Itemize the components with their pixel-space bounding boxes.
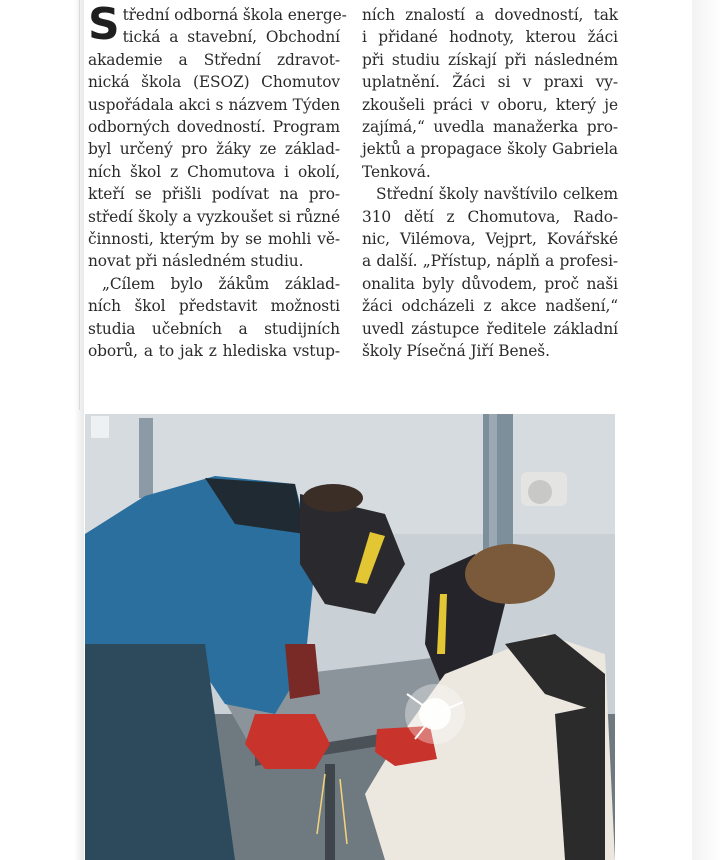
text-line: „Cílem bylo žákům základ-: [102, 274, 340, 293]
article-text: [86, 0, 619, 412]
article-right-column: [362, 4, 618, 363]
text-line: odborných dovedností. Program: [88, 118, 340, 137]
text-line: tická a stavební, Obchodní: [122, 28, 340, 47]
text-line: i přidané hodnoty, kterou žáci: [362, 28, 618, 47]
text-line: jektů a propagace školy Gabriela: [362, 140, 618, 159]
text-line: středí školy a vyzkoušet si různé: [88, 207, 340, 226]
drop-cap: S: [88, 0, 120, 50]
text-line: školy Písečná Jiří Beneš.: [362, 342, 550, 361]
text-line: oborů, a to jak z hlediska vstup-: [88, 342, 340, 361]
text-line: při studiu získají při následném: [362, 50, 618, 69]
text-line: činnosti, kterým by se mohli vě-: [88, 230, 340, 249]
scan-margin-right: [692, 0, 722, 860]
column-divider: [79, 0, 80, 410]
text-line: akademie a Střední zdravot-: [88, 50, 340, 69]
text-line: uvedl zástupce ředitele základní: [362, 319, 618, 338]
text-line: a další. „Přístup, náplň a profesi-: [362, 252, 618, 271]
text-line: ních škol představit možnosti: [88, 297, 340, 316]
text-line: nická škola (ESOZ) Chomutov: [88, 73, 340, 92]
text-line: byl určený pro žáky ze základ-: [88, 140, 340, 159]
text-line: kteří se přišli podívat na pro-: [88, 185, 340, 204]
text-line: třední odborná škola energe-: [122, 6, 347, 24]
text-line: zkoušeli práci v oboru, který je: [362, 95, 618, 114]
text-line: žáci odcházeli z akce nadšení,“: [362, 297, 618, 316]
text-line: nic, Vilémova, Vejprt, Kovářské: [362, 230, 618, 249]
article-left-column: [88, 0, 347, 363]
welding-scene-illustration: [85, 414, 615, 860]
text-line: uspořádala akci s názvem Týden: [88, 95, 340, 114]
text-line: novat při následném studiu.: [88, 252, 304, 271]
scan-margin-left: [0, 0, 84, 860]
text-line: zajímá,“ uvedla manažerka pro-: [362, 118, 618, 137]
text-line: uplatnění. Žáci si v praxi vy-: [362, 73, 618, 92]
text-line: studia učebních a studijních: [88, 319, 340, 338]
text-line: ních škol z Chomutova i okolí,: [88, 162, 340, 181]
text-line: onalita byly důvodem, proč naši: [362, 274, 618, 293]
article-photo: [85, 414, 615, 860]
text-line: 310 dětí z Chomutova, Rado-: [362, 207, 618, 226]
text-line: ních znalostí a dovedností, tak: [362, 6, 618, 24]
text-line: Střední školy navštívilo celkem: [376, 185, 618, 204]
text-line: Tenková.: [362, 162, 431, 181]
